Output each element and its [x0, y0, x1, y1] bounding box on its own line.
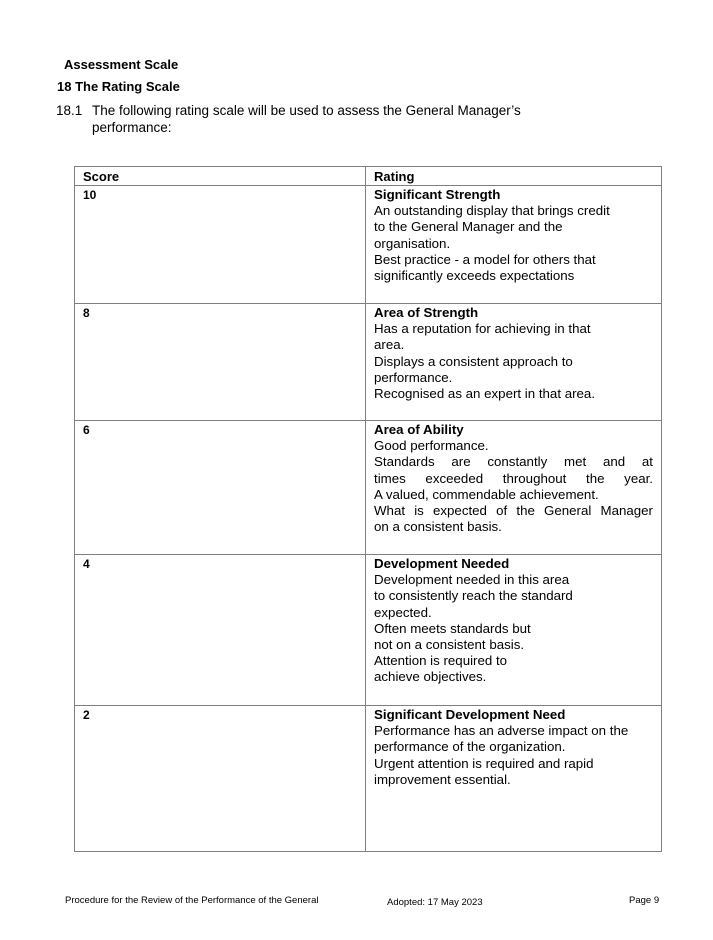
rating-text-line: on a consistent basis. [374, 519, 502, 535]
rating-text-line: expected. [374, 604, 432, 620]
rating-column-header: Rating [366, 167, 662, 186]
table-row [75, 706, 662, 852]
rating-text-line: An outstanding display that brings credit [374, 203, 610, 219]
clause-text: The following rating scale will be used to assess the General Manager’s performance: [92, 103, 521, 135]
score-cell: 6 [75, 421, 366, 555]
rating-text-line: Has a reputation for achieving in that [374, 321, 591, 337]
score-cell: 2 [75, 706, 366, 852]
rating-cell [366, 304, 662, 421]
rating-text-line: achieve objectives. [374, 669, 487, 685]
section-title: 18 The Rating Scale [57, 79, 180, 94]
rating-text-line: Attention is required to [374, 653, 508, 669]
rating-text-line: to consistently reach the standard [374, 588, 573, 604]
rating-text-line: Standards are constantly met and at [374, 454, 653, 470]
rating-text-line: What is expected of the General Manager [374, 503, 653, 519]
rating-text-line: Recognised as an expert in that area. [374, 386, 596, 402]
rating-text-line: organisation. [374, 235, 451, 251]
rating-text-line: Good performance. [374, 438, 489, 454]
score-cell: 10 [75, 186, 366, 304]
rating-text-line: Development needed in this area [374, 572, 570, 588]
rating-text-line: Urgent attention is required and rapid [374, 755, 594, 771]
rating-text-line: A valued, commendable achievement. [374, 486, 599, 502]
rating-title: Area of Strength [374, 305, 479, 320]
score-cell: 8 [75, 304, 366, 421]
table-row [75, 304, 662, 421]
rating-text-line: improvement essential. [374, 771, 511, 787]
rating-title: Development Needed [374, 556, 510, 571]
rating-cell [366, 706, 662, 852]
rating-text-line: not on a consistent basis. [374, 637, 525, 653]
rating-text-line: times exceeded throughout the year. [374, 470, 653, 486]
rating-title: Significant Strength [374, 187, 501, 202]
rating-cell [366, 555, 662, 706]
table-header-row [75, 167, 662, 186]
rating-text-line: performance of the organization. [374, 739, 566, 755]
score-cell: 4 [75, 555, 366, 706]
table-row [75, 186, 662, 304]
rating-cell [366, 186, 662, 304]
clause-number: 18.1 [56, 103, 83, 118]
footer-page-number: Page 9 [629, 895, 660, 906]
rating-cell [366, 421, 662, 555]
rating-text-line: performance. [374, 369, 453, 385]
table-row [75, 555, 662, 706]
rating-text-line: Displays a consistent approach to [374, 353, 573, 369]
score-column-header: Score [75, 167, 366, 186]
rating-scale-table [74, 166, 662, 852]
footer-adopted-date: Adopted: 17 May 2023 [387, 897, 483, 908]
rating-title: Area of Ability [374, 422, 464, 437]
rating-text-line: significantly exceeds expectations [374, 268, 575, 284]
rating-text-line: Performance has an adverse impact on the [374, 723, 629, 739]
document-heading: Assessment Scale [64, 57, 179, 72]
table-row [75, 421, 662, 555]
rating-text-line: Often meets standards but [374, 620, 531, 636]
rating-text-line: to the General Manager and the [374, 219, 563, 235]
rating-title: Significant Development Need [374, 707, 566, 722]
rating-text-line: area. [374, 337, 405, 353]
footer-document-title: Procedure for the Review of the Performance of the General [65, 895, 319, 906]
rating-text-line: Best practice - a model for others that [374, 251, 596, 267]
